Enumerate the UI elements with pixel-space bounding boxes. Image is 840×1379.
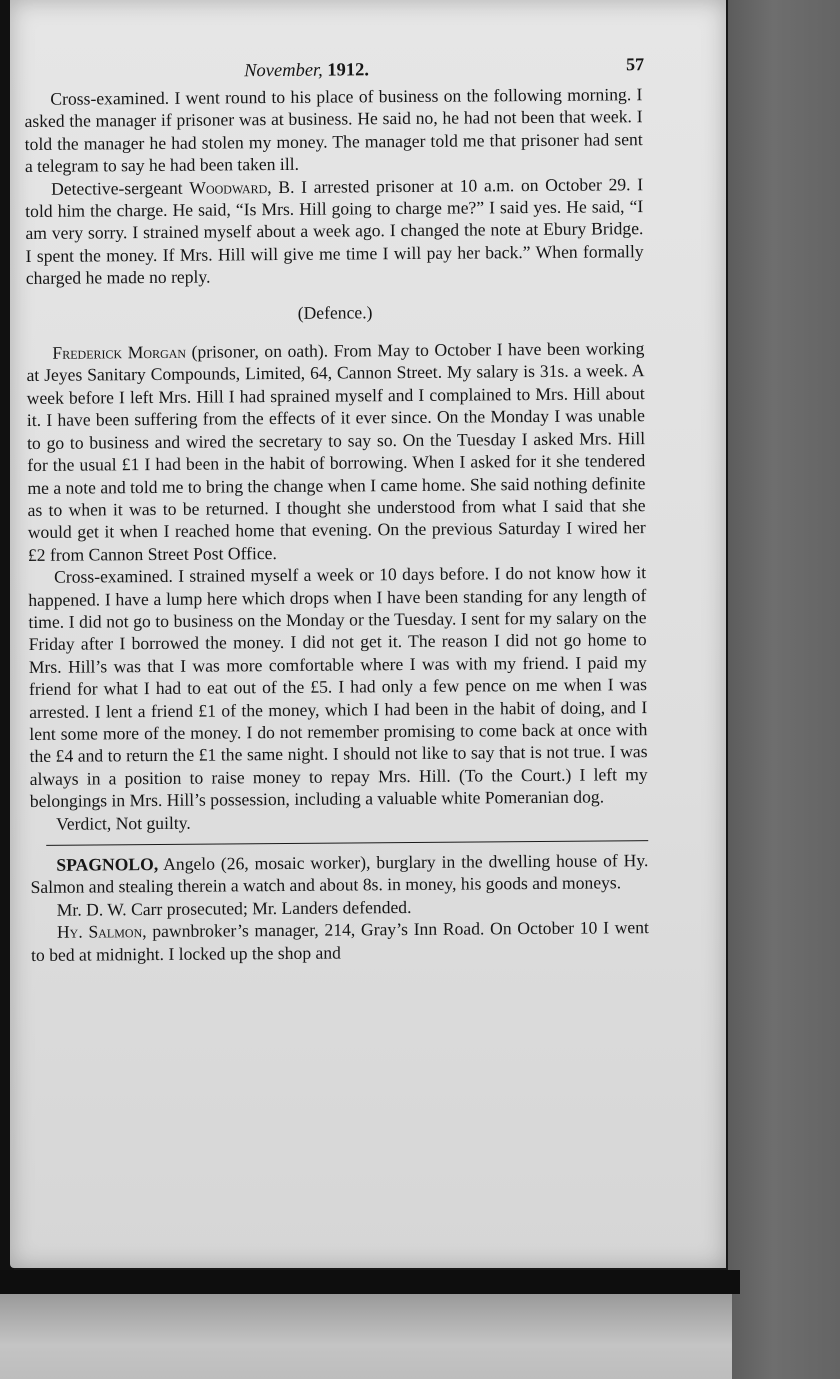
scanner-gap [0,1270,740,1294]
prisoner-role: (prisoner, on oath). [185,340,329,362]
verdict: Verdict, Not guilty. [55,812,191,834]
header-month: November, [244,60,323,82]
adjacent-scan-strip [728,0,840,1379]
paragraph-detective [25,173,644,290]
paragraph-woman-cross-examination [24,83,643,177]
prisoner-testimony: From May to October I have been working at Jeyes Sanitary Compounds, Limited, 64, Cannon Street. My salary is 31s. a week. A week before I left Mrs. Hill I had sprained myself and I complained to Mrs. Hill about it. I have been suffering from the effects of it ever since. On the Monday I was unable to go to business and wired the secretary to say so. On the Tuesday I asked Mrs. Hill for the usual £1 I had been in the habit of borrowing. When I asked for it she tendered me a note and told me to bring the change when I came home. She said nothing definite as to when it was to be returned. I thought she understood from what I said that she would get it when I reached home that evening. On the previous Saturday I wired her £2 from Cannon Street Post Office. [26,338,646,565]
defence-heading: (Defence.) [297,301,373,323]
detective-name: Woodward [189,176,268,198]
page-text [24,47,649,966]
header-year: 1912. [327,60,370,81]
paragraph-new-case [30,849,648,899]
detective-testimony: I arrested prisoner at 10 a.m. on October 29. I told him the charge. He said, “Is Mrs. Hill going to charge me?” I said yes. He said, “I am very sorry. I strained myself about a week ago. I changed the note at Ebury Bridge. I spent the money. If Mrs. Hill will give me time I will pay her back.” When formally charged he made no reply. [25,173,644,289]
paragraph-prisoner [26,337,646,566]
prisoner-name: Frederick Morgan [52,341,187,363]
case-divider [46,840,648,846]
detective-initial: , B. [267,176,295,197]
paragraph-witness [31,916,649,966]
witness-name: Hy. Salmon [56,921,143,942]
cross-examination-text: I strained myself a week or 10 days before. I do not know how it happened. I have a lump here which drops when I have been standing for any length of time. I did not go to business on the Monday or the Tuesday. I sent for my salary on the Friday after I borrowed the money. I did not get it. The reason I did not go home to Mrs. Hill’s was that I was more comfortable where I was with my friend. I paid my friend for what I had to eat out of the £5. I had only a few pence on me when I was arrested. I lent a friend £1 of the money, which I had been in the habit of doing, and I lent some more of the money. I do not remember promising to come back at once with the £4 and to return the £1 the same night. I should not like to say that is not true. I was always in a position to raise money to repay Mrs. Hill. (To the Court.) I left my belongings in Mrs. Hill’s possession, including a valuable white Pomeranian dog. [28,562,648,812]
charge-details: Angelo (26, mosaic worker), burglary in the dwelling house of Hy. Salmon and stealing therein a watch and about 8s. in money, his goods and moneys. [30,850,649,898]
cross-examination-text: I went round to his place of business on the following morning. I asked the manager if prisoner was at business. He said no, he had not been that week. I told the manager he had stolen my money. The manager told me that prisoner had sent a telegram to say he had been taken ill. [24,84,643,177]
witness-testimony: , pawnbroker’s manager, 214, Gray’s Inn Road. On October 10 I went to bed at midnight. I locked up the shop and [31,917,649,965]
paragraph-prisoner-cross-examination [28,561,648,812]
defendant-name: SPAGNOLO, [56,853,159,875]
detective-title: Detective-sergeant [50,177,190,199]
page-number: 57 [626,54,645,75]
next-page-edge [0,1294,732,1379]
cross-examined-label: Cross-examined. [54,565,173,587]
book-page [10,0,726,1268]
counsel-line: Mr. D. W. Carr prosecuted; Mr. Landers defended. [56,896,412,920]
header-date [244,59,369,82]
cross-examined-label: Cross-examined. [50,87,170,109]
running-header [24,47,645,82]
